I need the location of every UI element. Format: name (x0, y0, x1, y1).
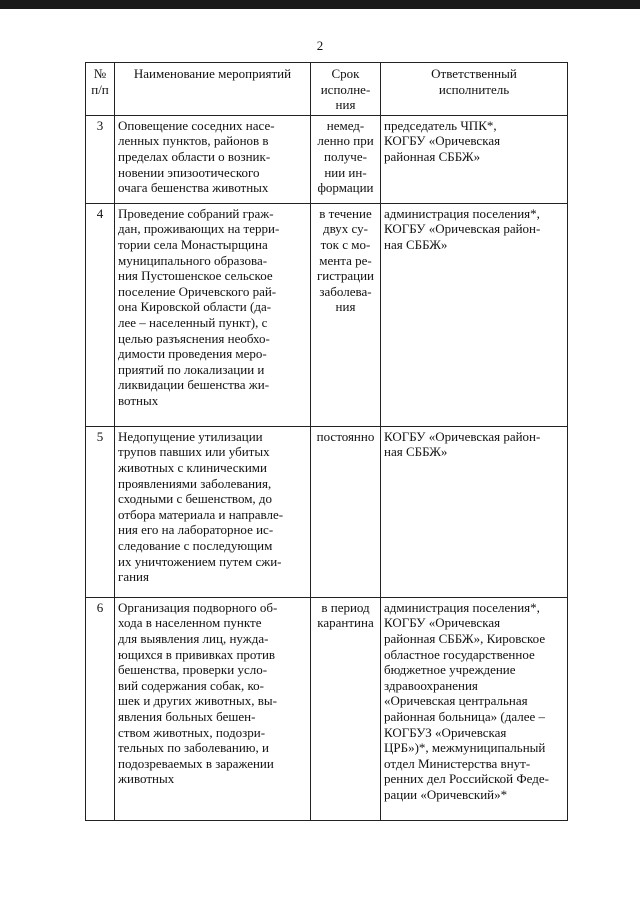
measure-name-line: пределах области о возник- (118, 148, 271, 164)
responsible-line: здравоохранения (384, 677, 478, 693)
deadline-line: получе- (324, 148, 367, 164)
measure-name-line: отбора материала и направле- (118, 506, 284, 522)
deadline-line: в период (321, 599, 370, 615)
measure-name-line: Организация подворного об- (118, 599, 278, 615)
responsible-line: КОГБУ «Оричевская (384, 133, 501, 149)
measure-name-line: дан, проживающих на терри- (118, 221, 280, 237)
header-measure-name (115, 63, 311, 116)
header-deadline-line: исполне- (320, 81, 371, 97)
header-responsible (381, 63, 568, 116)
deadline-line: ток с мо- (320, 236, 371, 252)
header-deadline-line: Срок (331, 66, 360, 81)
deadline-line: ленно при (317, 133, 374, 149)
measure-name-line: тельных по заболеванию, и (118, 740, 269, 756)
responsible-line: КОГБУ «Оричевская район- (384, 221, 541, 237)
measure-name-line: гания (118, 569, 149, 585)
header-responsible-line: исполнитель (438, 81, 510, 97)
deadline-line: немед- (326, 117, 365, 133)
measure-name-line: вий содержания собак, ко- (118, 677, 264, 693)
measure-name-line: целью разъяснения необхо- (118, 330, 270, 346)
measure-name-line: муниципального образова- (118, 252, 268, 268)
measure-name-line: лее – населенный пункт), с (118, 314, 268, 330)
responsible-line: отдел Министерства внут- (384, 755, 531, 771)
responsible-line: ная СББЖ» (384, 236, 448, 252)
row-number-cell: 6 (86, 597, 115, 820)
row-number-cell: 4 (86, 203, 115, 426)
responsible-line: рации «Оричевский»* (384, 786, 508, 802)
responsible-line: председатель ЧПК*, (384, 117, 497, 133)
responsible-line: администрация поселения*, (384, 599, 540, 615)
measure-name-line: Проведение собраний граж- (118, 205, 274, 221)
measure-name-line: приятий по локализации и (118, 361, 265, 377)
measure-name-line: вотных (118, 392, 159, 408)
page-number: 2 (316, 38, 324, 53)
scan-top-border (0, 0, 640, 9)
responsible-line: бюджетное учреждение (384, 662, 516, 678)
responsible-line: ная СББЖ» (384, 444, 448, 460)
responsible-line: КОГБУ «Оричевская район- (384, 428, 541, 444)
header-measure-name-line: Наименование мероприятий (133, 66, 292, 81)
table-header-row (86, 63, 568, 116)
measure-name-line: Оповещение соседних насе- (118, 117, 275, 133)
responsible-cell (381, 597, 568, 820)
measure-name-line: димости проведения меро- (118, 346, 267, 362)
measure-name-line: подозреваемых в заражении (118, 755, 274, 771)
header-deadline-line: ния (335, 97, 356, 113)
measure-name-cell (115, 203, 311, 426)
table-row (86, 203, 568, 426)
measure-name-line: она Кировской области (да- (118, 299, 272, 315)
row-number-cell: 5 (86, 426, 115, 597)
deadline-cell (311, 597, 381, 820)
responsible-line: районная СББЖ», Кировское (384, 630, 546, 646)
responsible-line: «Оричевская центральная (384, 693, 528, 709)
header-number (86, 63, 115, 116)
row-number-cell: 3 (86, 115, 115, 203)
measure-name-line: трупов павших или убитых (118, 444, 270, 460)
measure-name-line: ния его на лабораторное ис- (118, 522, 274, 538)
measure-name-line: тории села Монастырщина (118, 236, 268, 252)
responsible-cell (381, 203, 568, 426)
deadline-line: ния (335, 299, 356, 315)
measure-name-line: животных (118, 771, 175, 787)
table-row (86, 115, 568, 203)
responsible-cell (381, 115, 568, 203)
measure-name-line: поселение Оричевского рай- (118, 283, 277, 299)
measure-name-line: сходными с бешенством, до (118, 491, 273, 507)
measure-name-line: для выявления лиц, нужда- (118, 630, 269, 646)
measure-name-line: проявлениями заболевания, (118, 475, 272, 491)
measure-name-line: ленных пунктов, районов в (118, 133, 269, 149)
measure-name-line: Недопущение утилизации (118, 428, 263, 444)
measure-name-line: явления больных бешен- (118, 708, 256, 724)
deadline-line: гистрации (316, 268, 375, 284)
measure-name-line: ющихся в прививках против (118, 646, 276, 662)
measure-name-line: хода в населенном пункте (118, 615, 262, 631)
responsible-line: администрация поселения*, (384, 205, 540, 221)
table-row (86, 426, 568, 597)
deadline-line: нии ин- (324, 164, 367, 180)
deadline-cell (311, 115, 381, 203)
deadline-line: формации (317, 180, 374, 196)
deadline-cell (311, 203, 381, 426)
deadline-cell (311, 426, 381, 597)
measure-name-cell (115, 115, 311, 203)
measure-name-line: новении эпизоотического (118, 164, 260, 180)
responsible-line: районная СББЖ» (384, 148, 481, 164)
measure-name-line: ликвидации бешенства жи- (118, 377, 270, 393)
deadline-line: постоянно (316, 428, 375, 444)
responsible-line: районная больница» (далее – (384, 708, 545, 724)
measure-name-line: очага бешенства животных (118, 180, 269, 196)
header-responsible-line: Ответственный (431, 66, 517, 81)
measure-name-line: бешенства, проверки усло- (118, 662, 268, 678)
deadline-line: мента ре- (319, 252, 372, 268)
measures-table (85, 62, 568, 821)
header-number-line: № (93, 66, 107, 81)
measure-name-line: следование с последующим (118, 537, 273, 553)
table-row (86, 597, 568, 820)
deadline-line: заболева- (319, 283, 372, 299)
header-number-line: п/п (91, 81, 109, 97)
measure-name-line: ния Пустошенское сельское (118, 268, 273, 284)
deadline-line: в течение (319, 205, 372, 221)
responsible-line: ЦРБ»)*, межмуниципальный (384, 740, 546, 756)
measure-name-line: ством животных, подозри- (118, 724, 266, 740)
responsible-line: областное государственное (384, 646, 535, 662)
responsible-line: КОГБУЗ «Оричевская (384, 724, 507, 740)
deadline-line: карантина (317, 615, 374, 631)
measure-name-cell (115, 597, 311, 820)
responsible-line: ренних дел Российской Феде- (384, 771, 549, 787)
responsible-line: КОГБУ «Оричевская (384, 615, 501, 631)
responsible-cell (381, 426, 568, 597)
measure-name-line: шек и других животных, вы- (118, 693, 277, 709)
measure-name-line: животных с клиническими (118, 459, 267, 475)
measure-name-cell (115, 426, 311, 597)
measure-name-line: их уничтожением путем сжи- (118, 553, 282, 569)
header-deadline (311, 63, 381, 116)
deadline-line: двух су- (323, 221, 368, 237)
